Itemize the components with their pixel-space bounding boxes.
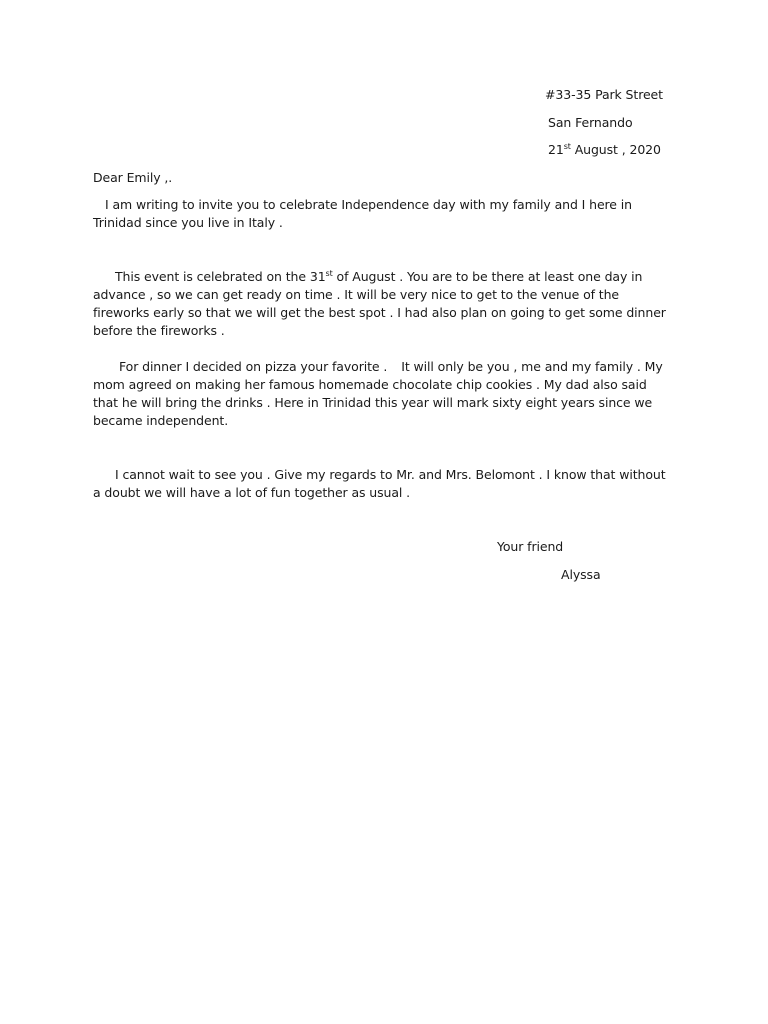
address-city: San Fernando: [548, 115, 633, 130]
letter-date: [548, 141, 661, 159]
valediction: Your friend: [497, 539, 564, 554]
paragraph-1-text: I am writing to invite you to celebrate Independence day with my family and I here in Trinidad since you live in Italy .: [93, 197, 632, 230]
address-street: #33-35 Park Street: [545, 87, 663, 102]
paragraph-2-text-a: This event is celebrated on the 31: [115, 269, 326, 284]
paragraph-4: [93, 466, 673, 502]
paragraph-4-text: I cannot wait to see you . Give my regards to Mr. and Mrs. Belomont . I know that without a doubt we will have a lot of fun together as usual .: [93, 467, 666, 500]
paragraph-3-text-b: It will only be you , me and my family . My mom agreed on making her famous homemade chocolate chip cookies . My dad also said that he will bring the drinks . Here in Trinidad this year will mark sixty eight years since we became independent.: [93, 359, 663, 428]
paragraph-3: [93, 358, 673, 430]
date-day: 21: [548, 142, 564, 157]
signature: Alyssa: [561, 567, 601, 582]
paragraph-3-text-a: For dinner I decided on pizza your favorite .: [119, 359, 388, 374]
date-suffix: st: [563, 142, 571, 151]
paragraph-2: [93, 268, 673, 340]
paragraph-2-text-b: of August . You are to be there at least one day in advance , so we can get ready on time . It will be very nice to get to the venue of the fireworks early so that we will get the best spot . I had also plan on going to get some dinner before the fireworks .: [93, 269, 666, 338]
date-month-year: August , 2020: [570, 142, 661, 157]
paragraph-1: [93, 196, 673, 232]
paragraph-2-sup: st: [325, 269, 333, 278]
salutation: Dear Emily ,.: [93, 170, 173, 185]
